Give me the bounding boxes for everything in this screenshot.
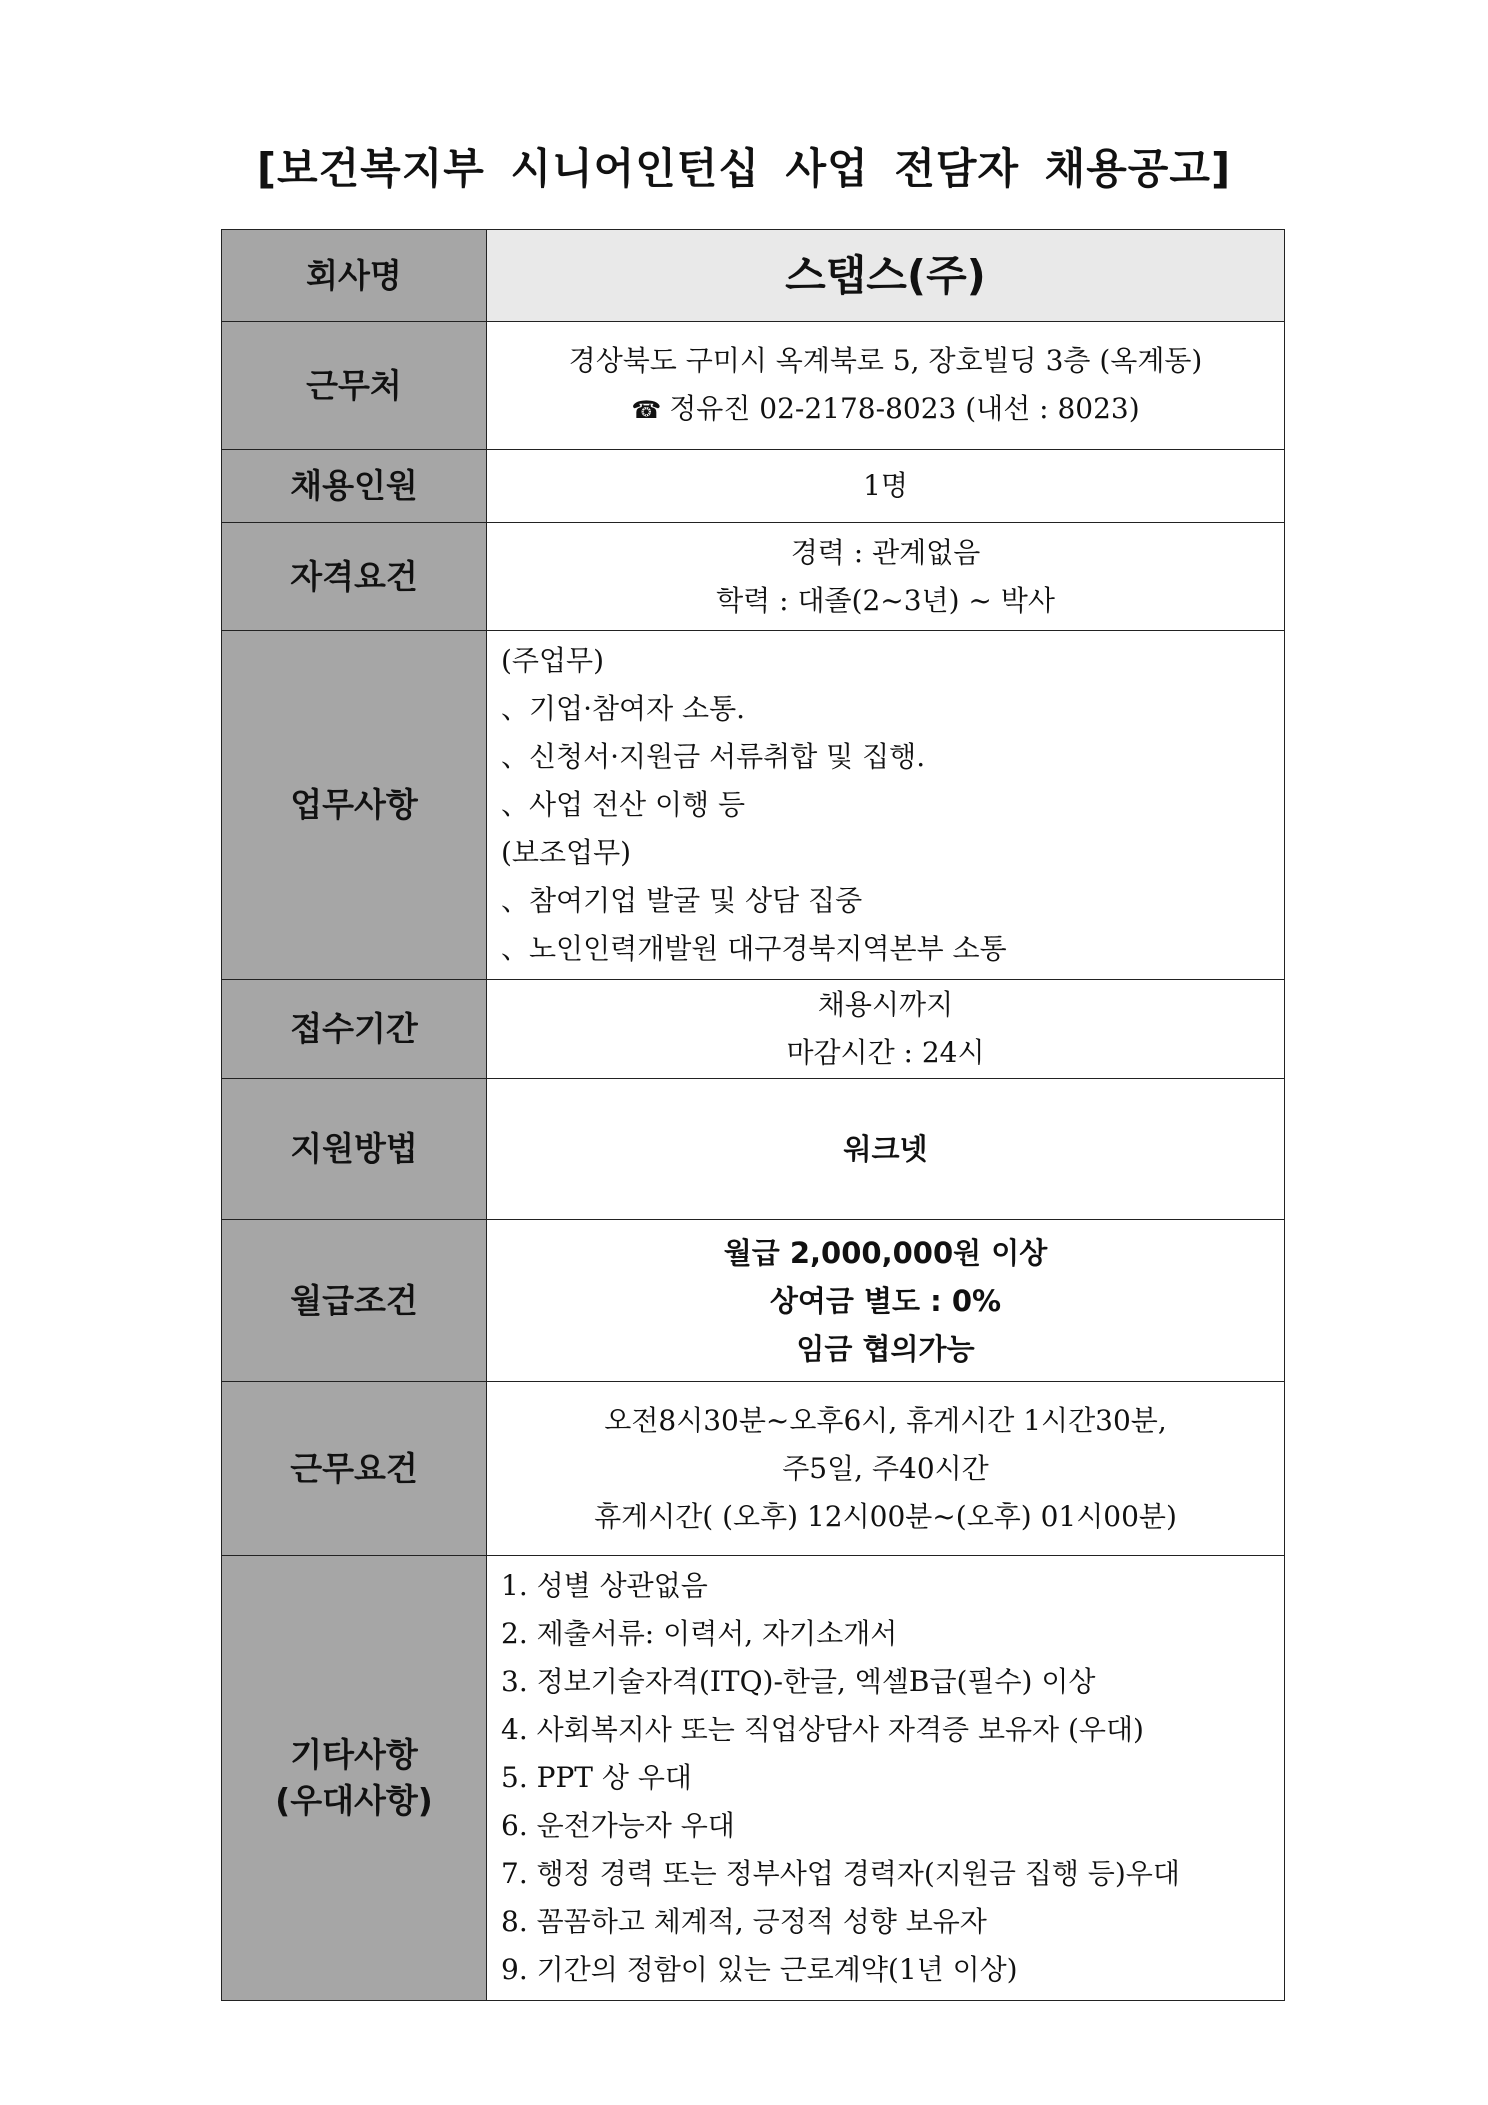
label-duties: 업무사항 — [222, 631, 487, 980]
label-etc — [222, 1556, 487, 2001]
etc-line: 6. 운전가능자 우대 — [501, 1809, 735, 1842]
etc-line: 9. 기간의 정함이 있는 근로계약(1년 이상) — [501, 1953, 1018, 1986]
condition-line: 주5일, 주40시간 — [782, 1451, 989, 1485]
etc-label-line: (우대사항) — [275, 1781, 433, 1820]
label-period: 접수기간 — [222, 980, 487, 1079]
label-headcount: 채용인원 — [222, 450, 487, 523]
label-method: 지원방법 — [222, 1079, 487, 1220]
value-method: 워크넷 — [487, 1079, 1285, 1220]
etc-line: 5. PPT 상 우대 — [501, 1761, 692, 1794]
workplace-address: 경상북도 구미시 옥계북로 5, 장호빌딩 3층 (옥계동) — [568, 344, 1203, 377]
etc-line: 7. 행정 경력 또는 정부사업 경력자(지원금 집행 등)우대 — [501, 1857, 1180, 1890]
phone-icon: ☎ — [631, 396, 662, 424]
row-workplace — [222, 322, 1285, 450]
duty-line: 、기업·참여자 소통. — [501, 692, 746, 725]
label-workplace: 근무처 — [222, 322, 487, 450]
value-etc — [487, 1556, 1285, 2001]
job-posting-table — [221, 229, 1285, 2001]
duty-line: (주업무) — [501, 644, 604, 677]
condition-line: 오전8시30분~오후6시, 휴게시간 1시간30분, — [604, 1403, 1167, 1437]
value-conditions — [487, 1382, 1285, 1556]
row-salary — [222, 1220, 1285, 1382]
row-conditions — [222, 1382, 1285, 1556]
row-period — [222, 980, 1285, 1079]
salary-line: 임금 협의가능 — [796, 1331, 975, 1366]
document-title: [보건복지부 시니어인턴십 사업 전담자 채용공고] — [256, 144, 1232, 193]
row-company — [222, 230, 1285, 322]
qualification-line: 학력 : 대졸(2~3년) ~ 박사 — [716, 583, 1055, 617]
value-duties — [487, 631, 1285, 980]
duty-line: (보조업무) — [501, 836, 632, 869]
duty-line: 、사업 전산 이행 등 — [501, 788, 746, 821]
salary-line: 월급 2,000,000원 이상 — [723, 1235, 1048, 1270]
qualification-line: 경력 : 관계없음 — [790, 535, 981, 569]
etc-line: 3. 정보기술자격(ITQ)-한글, 엑셀B급(필수) 이상 — [501, 1665, 1096, 1698]
row-method — [222, 1079, 1285, 1220]
period-line: 채용시까지 — [817, 988, 954, 1021]
etc-line: 1. 성별 상관없음 — [501, 1569, 708, 1602]
etc-line: 2. 제출서류: 이력서, 자기소개서 — [501, 1617, 898, 1650]
etc-line: 4. 사회복지사 또는 직업상담사 자격증 보유자 (우대) — [501, 1713, 1144, 1746]
value-workplace — [487, 322, 1285, 450]
row-qualification — [222, 523, 1285, 631]
workplace-contact — [487, 385, 1284, 434]
salary-line: 상여금 별도 : 0% — [769, 1283, 1002, 1318]
label-qualification: 자격요건 — [222, 523, 487, 631]
duty-line: 、노인인력개발원 대구경북지역본부 소통 — [501, 932, 1007, 965]
duty-line: 、신청서·지원금 서류취합 및 집행. — [501, 740, 926, 773]
value-salary — [487, 1220, 1285, 1382]
period-line: 마감시간 : 24시 — [786, 1036, 985, 1069]
row-etc — [222, 1556, 1285, 2001]
value-company: 스탭스(주) — [487, 230, 1285, 322]
row-duties — [222, 631, 1285, 980]
row-headcount — [222, 450, 1285, 523]
etc-label-line: 기타사항 — [290, 1735, 418, 1774]
value-headcount: 1명 — [487, 450, 1285, 523]
label-salary: 월급조건 — [222, 1220, 487, 1382]
condition-line: 휴게시간( (오후) 12시00분~(오후) 01시00분) — [594, 1499, 1177, 1533]
workplace-phone: 정유진 02-2178-8023 (내선 : 8023) — [669, 392, 1140, 425]
label-company: 회사명 — [222, 230, 487, 322]
duty-line: 、참여기업 발굴 및 상담 집중 — [501, 884, 863, 917]
value-period — [487, 980, 1285, 1079]
label-conditions: 근무요건 — [222, 1382, 487, 1556]
etc-line: 8. 꼼꼼하고 체계적, 긍정적 성향 보유자 — [501, 1905, 987, 1938]
value-qualification — [487, 523, 1285, 631]
